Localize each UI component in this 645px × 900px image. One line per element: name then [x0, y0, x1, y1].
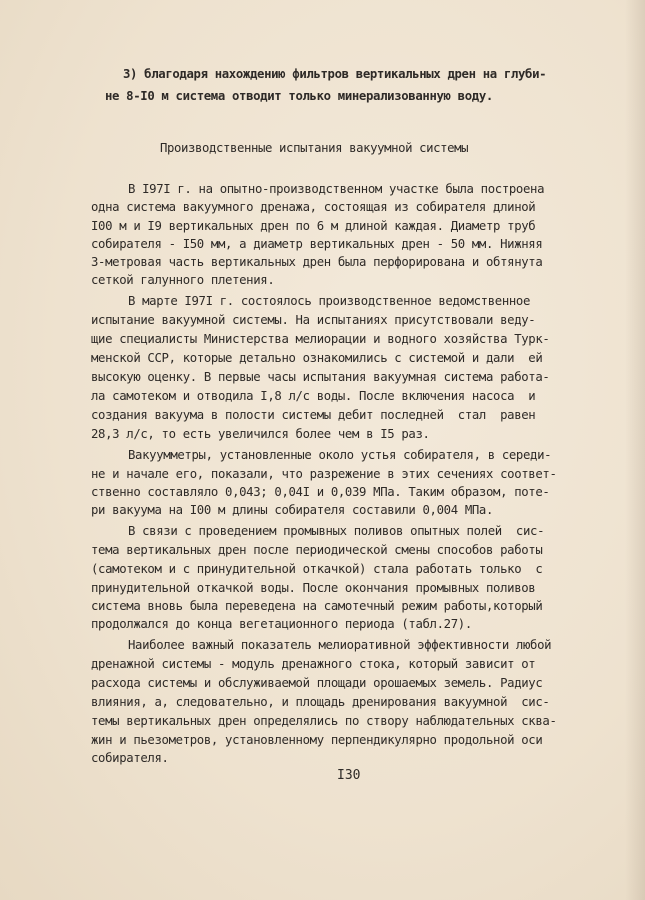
- paragraph-line: В марте I97I г. состоялось производственное ведомственное: [128, 294, 531, 308]
- paragraph-line: ри вакуума на I00 м длины собирателя составили 0,004 МПа.: [91, 503, 494, 517]
- paragraph-line: темы вертикальных дрен определялись по створу наблюдательных сква-: [91, 714, 557, 728]
- intro-line-1: 3) благодаря нахождению фильтров вертикальных дрен на глуби-: [123, 67, 547, 81]
- paragraph-line: система вновь была переведена на самотечный режим работы,который: [91, 599, 543, 613]
- paragraph-line: Наиболее важный показатель мелиоративной эффективности любой: [128, 638, 552, 652]
- paragraph-line: расхода системы и обслуживаемой площади орошаемых земель. Радиус: [91, 676, 543, 690]
- paragraph-line: высокую оценку. В первые часы испытания вакуумная система работа-: [91, 370, 550, 384]
- page-number: I30: [337, 768, 361, 783]
- paragraph-line: ла самотеком и отводила I,8 л/с воды. После включения насоса и: [91, 389, 536, 403]
- paragraph-line: дренажной системы - модуль дренажного стока, который зависит от: [91, 657, 536, 671]
- paragraph-line: В связи с проведением промывных поливов опытных полей сис-: [128, 524, 545, 538]
- section-heading: Производственные испытания вакуумной системы: [160, 141, 469, 155]
- paragraph-line: 28,3 л/с, то есть увеличился более чем в I5 раз.: [91, 427, 430, 441]
- paragraph-line: Вакуумметры, установленные около устья собирателя, в середи-: [128, 448, 552, 462]
- intro-line-2: не 8-I0 м система отводит только минерализованную воду.: [105, 89, 493, 103]
- paragraph-line: I00 м и I9 вертикальных дрен по 6 м длиной каждая. Диаметр труб: [91, 219, 536, 233]
- paragraph-line: сеткой галунного плетения.: [91, 273, 275, 287]
- paragraph-line: создания вакуума в полости системы дебит последней стал равен: [91, 408, 536, 422]
- paragraph-line: одна система вакуумного дренажа, состоящая из собирателя длиной: [91, 200, 536, 214]
- paragraph-line: (самотеком и с принудительной откачкой) стала работать только с: [91, 562, 543, 576]
- paragraph-line: В I97I г. на опытно-производственном участке была построена: [128, 182, 545, 196]
- paragraph-line: принудительной откачкой воды. После окончания промывных поливов: [91, 581, 536, 595]
- paragraph-line: щие специалисты Министерства мелиорации и водного хозяйства Турк-: [91, 332, 550, 346]
- paragraph-line: не и начале его, показали, что разрежение в этих сечениях соответ-: [91, 467, 557, 481]
- paragraph-line: ственно составляло 0,043; 0,04I и 0,039 МПа. Таким образом, поте-: [91, 485, 550, 499]
- paragraph-line: собирателя - I50 мм, а диаметр вертикальных дрен - 50 мм. Нижняя: [91, 237, 543, 251]
- paragraph-line: испытание вакуумной системы. На испытаниях присутствовали веду-: [91, 313, 536, 327]
- page-edge-shadow: [625, 0, 645, 900]
- paragraph-line: менской ССР, которые детально ознакомились с системой и дали ей: [91, 351, 543, 365]
- paragraph-line: тема вертикальных дрен после периодической смены способов работы: [91, 543, 543, 557]
- paragraph-line: жин и пьезометров, установленному перпендикулярно продольной оси: [91, 733, 543, 747]
- paragraph-line: собирателя.: [91, 751, 169, 765]
- paragraph-line: влияния, а, следовательно, и площадь дренирования вакуумной сис-: [91, 695, 550, 709]
- paragraph-line: 3-метровая часть вертикальных дрен была перфорирована и обтянута: [91, 255, 543, 269]
- paragraph-line: продолжался до конца вегетационного периода (табл.27).: [91, 617, 472, 631]
